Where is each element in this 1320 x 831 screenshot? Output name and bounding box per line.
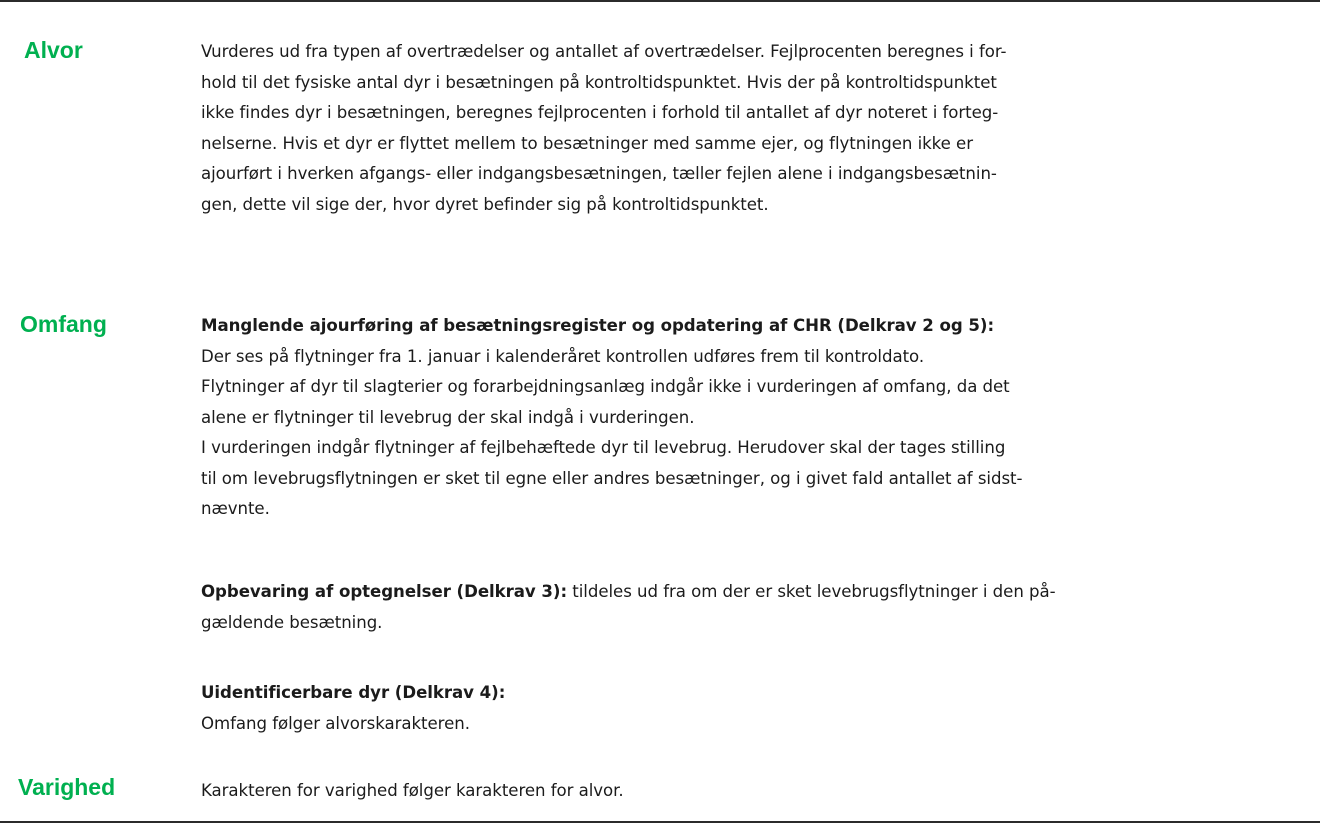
omfang-registry-line-2: Flytninger af dyr til slagterier og forarbejdningsanlæg indgår ikke i vurderingen af omfang, da det [201,377,1010,396]
omfang-registry-line-6: nævnte. [201,499,270,518]
omfang-block-records [201,577,1306,638]
omfang-registry-line-3: alene er flytninger til levebrug der skal indgå i vurderingen. [201,407,695,427]
omfang-records-heading: Opbevaring af optegnelser (Delkrav 3): [201,582,568,601]
omfang-label: Omfang [20,311,107,337]
omfang-records-text: tildeles ud fra om der er sket levebrugsflytninger i den på- [567,582,1056,601]
alvor-line-3: ikke findes dyr i besætningen, beregnes fejlprocenten i forhold til antallet af dyr noteret i forteg- [201,103,999,122]
omfang-records-line-2: gældende besætning. [201,612,383,632]
omfang-registry-heading: Manglende ajourføring af besætningsregister og opdatering af CHR (Delkrav 2 og 5): [201,316,995,335]
varighed-label: Varighed [18,774,116,800]
top-rule [0,0,1320,2]
omfang-registry-line-4: I vurderingen indgår flytninger af fejlbehæftede dyr til levebrug. Herudover skal der tages stilling [201,438,1006,457]
alvor-line-2: hold til det fysiske antal dyr i besætningen på kontroltidspunktet. Hvis der på kontroltidspunktet [201,72,997,92]
alvor-line-6: gen, dette vil sige der, hvor dyret befinder sig på kontroltidspunktet. [201,194,769,214]
omfang-registry-line-1: Der ses på flytninger fra 1. januar i kalenderåret kontrollen udføres frem til kontroldato. [201,346,925,366]
omfang-registry-line-5: til om levebrugsflytningen er sket til egne eller andres besætninger, og i givet fald antallet af sidst- [201,468,1023,488]
alvor-text [201,37,1306,220]
omfang-block-registry [201,311,1306,525]
varighed-line: Karakteren for varighed følger karakteren for alvor. [201,781,624,800]
omfang-unidentified-line: Omfang følger alvorskarakteren. [201,713,470,733]
varighed-text [201,776,1306,807]
alvor-line-4: nelserne. Hvis et dyr er flyttet mellem to besætninger med samme ejer, og flytningen ikke er [201,133,973,153]
omfang-unidentified-heading: Uidentificerbare dyr (Delkrav 4): [201,683,506,702]
omfang-block-unidentified [201,678,1306,739]
bottom-rule [0,821,1320,823]
alvor-label: Alvor [24,37,83,63]
alvor-line-1: Vurderes ud fra typen af overtrædelser og antallet af overtrædelser. Fejlprocenten beregnes i for- [201,42,1007,61]
omfang-records-line-1 [201,577,1306,608]
alvor-line-5: ajourført i hverken afgangs- eller indgangsbesætningen, tæller fejlen alene i indgangsbesætnin- [201,164,997,183]
